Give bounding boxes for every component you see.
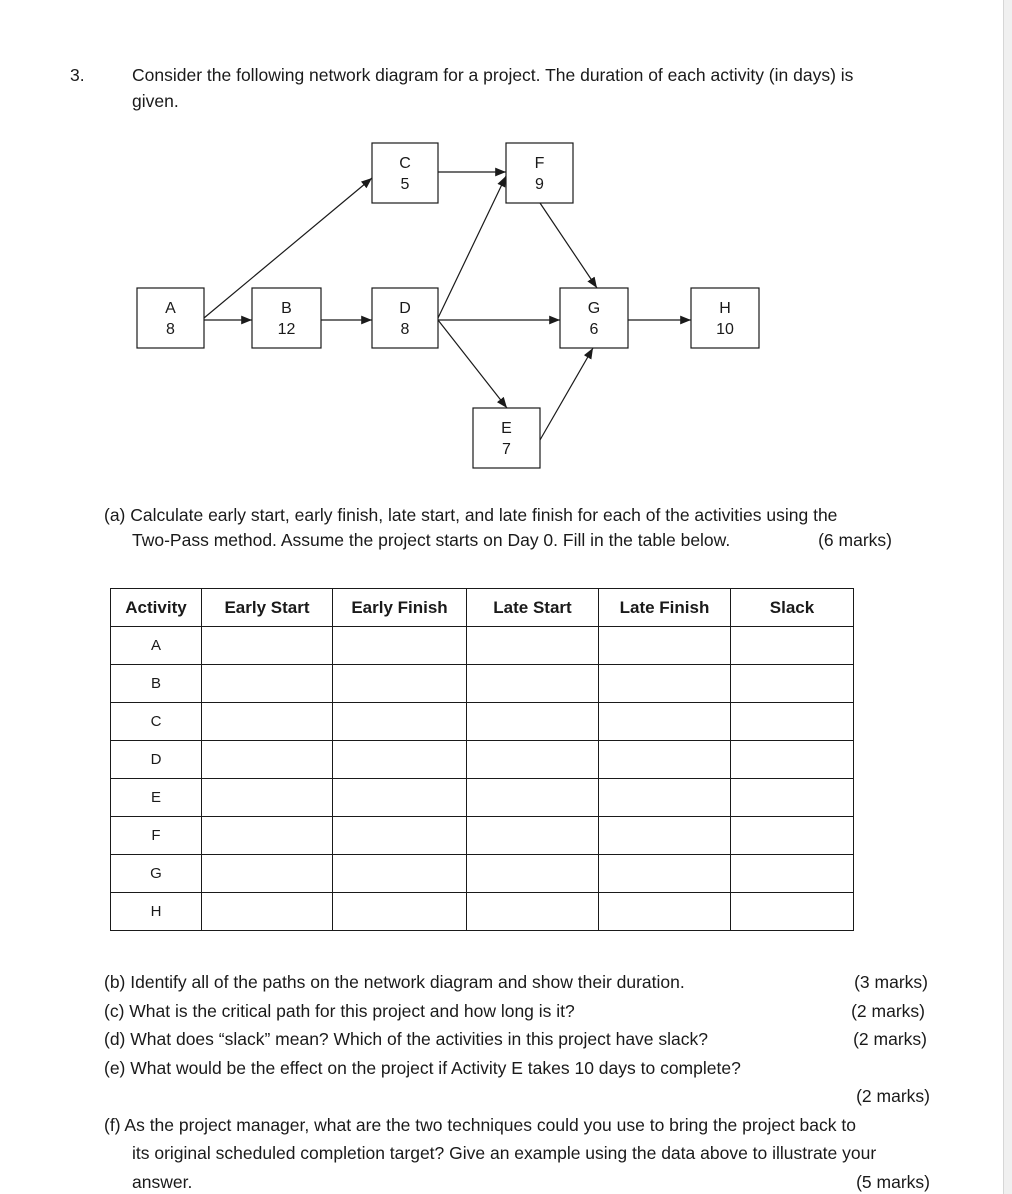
- part-d-marks: (2 marks): [853, 1029, 927, 1049]
- part-f-line2: its original scheduled completion target? Give an example using the data above to illustrate your: [132, 1143, 877, 1163]
- answer-cell[interactable]: [467, 703, 599, 741]
- activity-cell-d: D: [111, 741, 202, 779]
- answer-cell[interactable]: [731, 741, 854, 779]
- node-box-g: [560, 288, 628, 348]
- node-box-c: [372, 143, 438, 203]
- activity-cell-g: G: [111, 855, 202, 893]
- header-late-finish: Late Finish: [599, 589, 731, 627]
- table-body: [111, 627, 854, 931]
- node-g: [560, 288, 628, 348]
- answer-cell[interactable]: [467, 817, 599, 855]
- answer-cell[interactable]: [467, 665, 599, 703]
- answer-cell[interactable]: [202, 855, 333, 893]
- answer-cell[interactable]: [467, 855, 599, 893]
- table-row: [111, 817, 854, 855]
- answer-cell[interactable]: [467, 627, 599, 665]
- node-box-b: [252, 288, 321, 348]
- answer-cell[interactable]: [202, 893, 333, 931]
- node-box-a: [137, 288, 204, 348]
- node-label-g: G: [587, 300, 601, 317]
- part-e-marks: (2 marks): [856, 1086, 930, 1106]
- answer-cell[interactable]: [467, 741, 599, 779]
- node-label-e: E: [501, 420, 512, 437]
- node-label-f: F: [534, 155, 545, 172]
- part-f-marks: (5 marks): [856, 1172, 930, 1192]
- node-label-d: D: [399, 300, 411, 317]
- answer-cell[interactable]: [599, 779, 731, 817]
- answer-cell[interactable]: [599, 703, 731, 741]
- part-a-line2: Two-Pass method. Assume the project starts on Day 0. Fill in the table below.: [132, 530, 731, 550]
- activity-cell-a: A: [111, 627, 202, 665]
- table-row: [111, 741, 854, 779]
- part-b-marks: (3 marks): [854, 972, 928, 992]
- answer-cell[interactable]: [202, 779, 333, 817]
- node-box-h: [691, 288, 759, 348]
- part-a-marks: (6 marks): [818, 530, 892, 550]
- node-duration-g: 6: [589, 321, 599, 338]
- answer-cell[interactable]: [731, 893, 854, 931]
- header-early-start: Early Start: [202, 589, 333, 627]
- answer-cell[interactable]: [599, 817, 731, 855]
- answer-cell[interactable]: [202, 627, 333, 665]
- header-slack: Slack: [731, 589, 854, 627]
- answer-cell[interactable]: [333, 779, 467, 817]
- schedule-table: [110, 588, 854, 931]
- node-e: [473, 408, 540, 468]
- part-f-line3: answer.: [132, 1172, 193, 1192]
- node-b: [252, 288, 321, 348]
- question-intro-line2: given.: [132, 91, 179, 111]
- activity-cell-b: B: [111, 665, 202, 703]
- table-header-row: [111, 589, 854, 627]
- answer-cell[interactable]: [731, 703, 854, 741]
- node-box-f: [506, 143, 573, 203]
- answer-cell[interactable]: [202, 817, 333, 855]
- node-duration-d: 8: [400, 321, 410, 338]
- answer-cell[interactable]: [599, 741, 731, 779]
- table-row: [111, 855, 854, 893]
- answer-cell[interactable]: [333, 627, 467, 665]
- table-row: [111, 703, 854, 741]
- node-duration-f: 9: [535, 176, 544, 193]
- node-label-c: C: [399, 155, 411, 172]
- node-duration-a: 8: [166, 321, 175, 338]
- part-d-text: (d) What does “slack” mean? Which of the activities in this project have slack?: [104, 1029, 708, 1049]
- edge-f-to-g: [540, 203, 597, 288]
- table-row: [111, 893, 854, 931]
- node-f: [506, 143, 573, 203]
- node-label-a: A: [165, 300, 176, 317]
- answer-cell[interactable]: [599, 893, 731, 931]
- page-edge: [1003, 0, 1012, 1194]
- activity-cell-c: C: [111, 703, 202, 741]
- answer-cell[interactable]: [599, 855, 731, 893]
- header-activity: Activity: [111, 589, 202, 627]
- table-row: [111, 665, 854, 703]
- node-label-b: B: [281, 300, 292, 317]
- answer-cell[interactable]: [333, 855, 467, 893]
- answer-cell[interactable]: [202, 665, 333, 703]
- part-f-line1: (f) As the project manager, what are the two techniques could you use to bring the project back to: [104, 1115, 856, 1135]
- part-c-text: (c) What is the critical path for this project and how long is it?: [104, 1001, 575, 1021]
- answer-cell[interactable]: [599, 665, 731, 703]
- diagram-nodes: [137, 143, 759, 468]
- node-duration-e: 7: [502, 441, 511, 458]
- answer-cell[interactable]: [202, 741, 333, 779]
- node-duration-c: 5: [400, 176, 410, 193]
- answer-cell[interactable]: [333, 741, 467, 779]
- part-b-text: (b) Identify all of the paths on the network diagram and show their duration.: [104, 972, 685, 992]
- question-intro-line1: Consider the following network diagram for a project. The duration of each activity (in days) is: [132, 65, 854, 85]
- node-c: [372, 143, 438, 203]
- answer-cell[interactable]: [599, 627, 731, 665]
- answer-cell[interactable]: [731, 817, 854, 855]
- answer-cell[interactable]: [333, 817, 467, 855]
- header-late-start: Late Start: [467, 589, 599, 627]
- answer-cell[interactable]: [333, 893, 467, 931]
- edge-e-to-g: [540, 348, 593, 440]
- table-row: [111, 779, 854, 817]
- answer-cell[interactable]: [202, 703, 333, 741]
- part-c-marks: (2 marks): [851, 1001, 925, 1021]
- header-early-finish: Early Finish: [333, 589, 467, 627]
- answer-cell[interactable]: [467, 779, 599, 817]
- node-duration-h: 10: [716, 321, 734, 338]
- activity-cell-e: E: [111, 779, 202, 817]
- answer-cell[interactable]: [333, 665, 467, 703]
- part-a-line1: (a) Calculate early start, early finish, late start, and late finish for each of the activities using the: [104, 505, 838, 525]
- answer-cell[interactable]: [731, 779, 854, 817]
- network-diagram: [0, 0, 1000, 480]
- activity-cell-f: F: [111, 817, 202, 855]
- table-row: [111, 627, 854, 665]
- answer-cell[interactable]: [731, 627, 854, 665]
- node-duration-b: 12: [277, 321, 296, 338]
- node-label-h: H: [719, 300, 731, 317]
- activity-cell-h: H: [111, 893, 202, 931]
- node-d: [372, 288, 438, 348]
- node-box-d: [372, 288, 438, 348]
- answer-cell[interactable]: [731, 855, 854, 893]
- node-a: [137, 288, 204, 348]
- part-e-text: (e) What would be the effect on the project if Activity E takes 10 days to complete?: [104, 1058, 741, 1078]
- question-number: 3.: [70, 65, 85, 85]
- answer-cell[interactable]: [467, 893, 599, 931]
- edge-d-to-f: [438, 176, 506, 318]
- node-h: [691, 288, 759, 348]
- edge-d-to-e: [438, 320, 507, 408]
- node-box-e: [473, 408, 540, 468]
- answer-cell[interactable]: [731, 665, 854, 703]
- answer-cell[interactable]: [333, 703, 467, 741]
